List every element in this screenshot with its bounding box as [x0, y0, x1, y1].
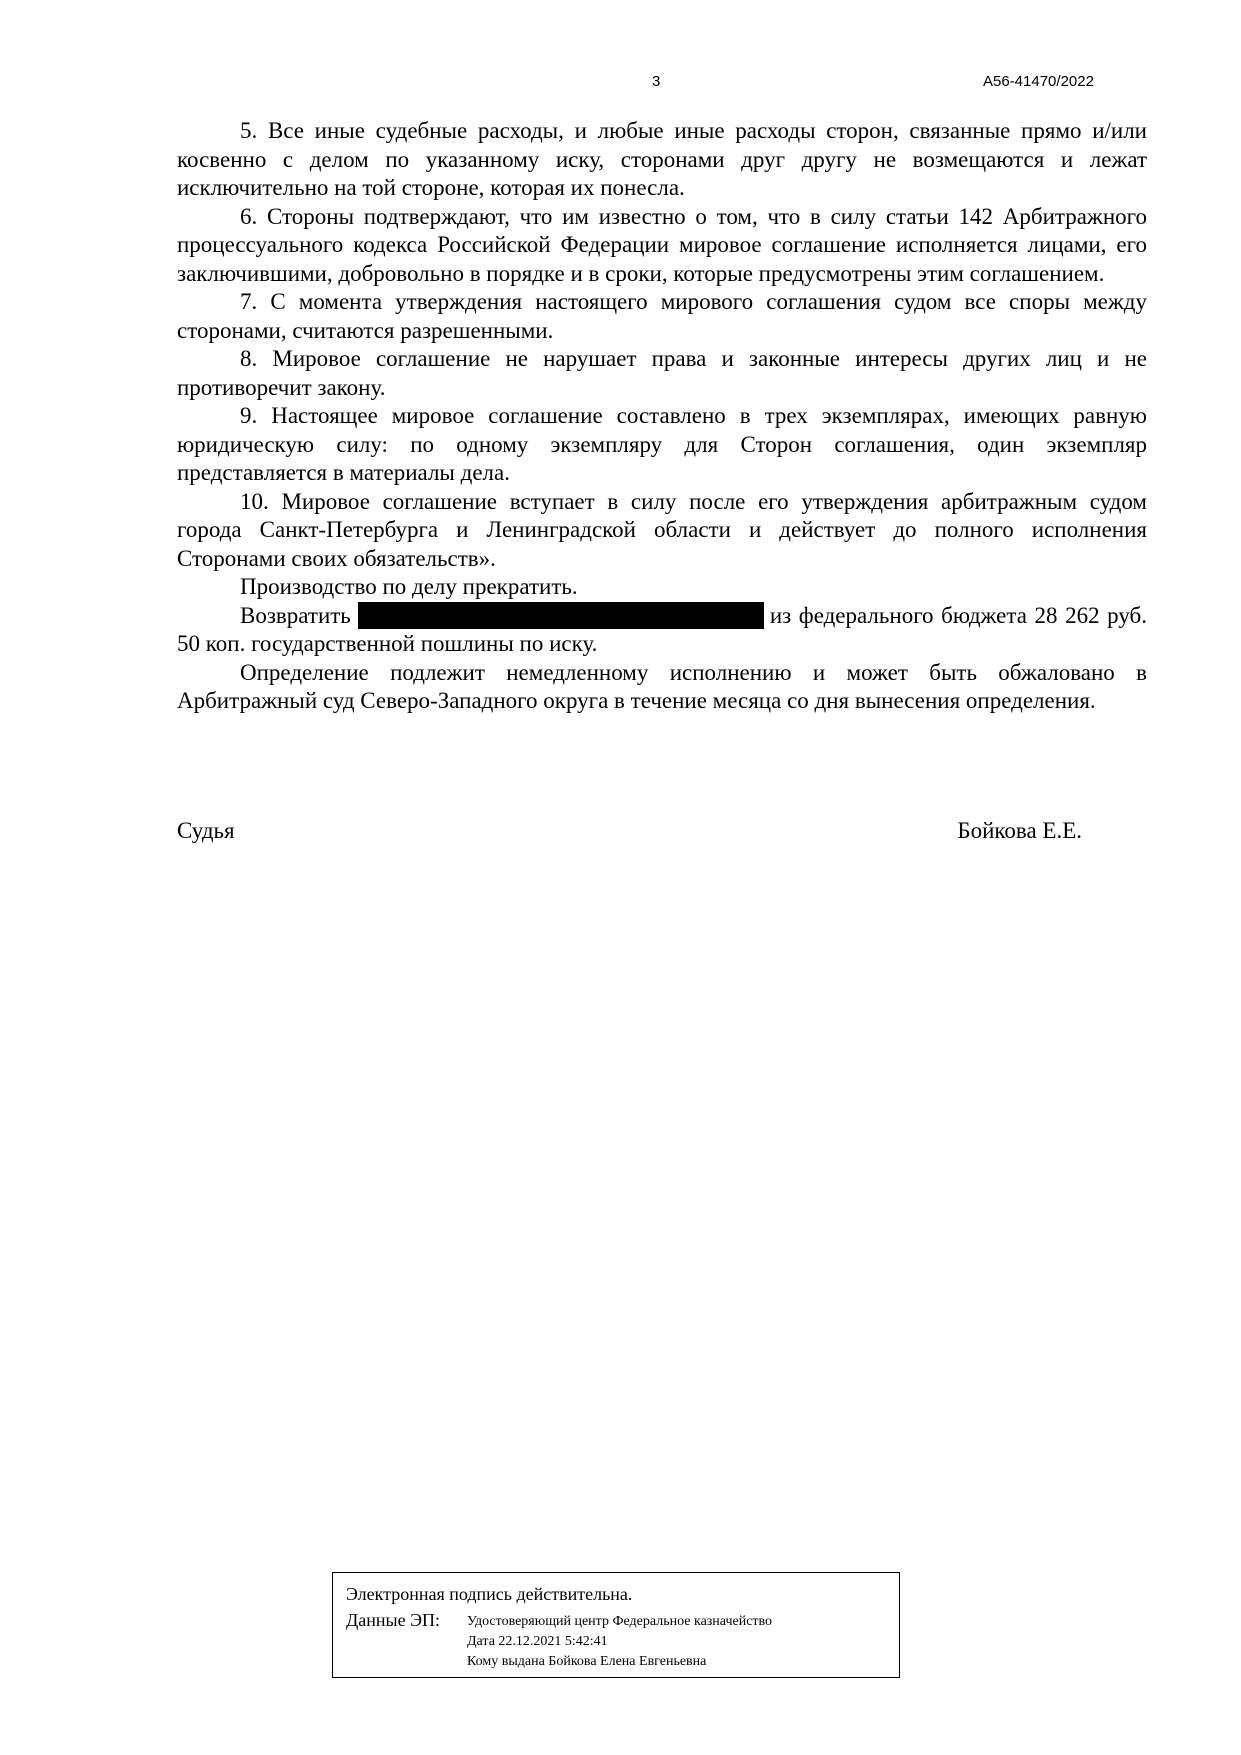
judge-name: Бойкова Е.Е.: [957, 818, 1082, 843]
paragraph-8: 8. Мировое соглашение не нарушает права и законные интересы других лиц и не противоречит закону.: [177, 346, 1147, 400]
document-body: [177, 117, 1147, 716]
e-signature-stamp: [332, 1572, 900, 1678]
appeal-paragraph: Определение подлежит немедленному исполнению и может быть обжаловано в Арбитражный суд Северо-Западного округа в течение месяца со дня вынесения определения.: [177, 659, 1147, 713]
case-number: А56-41470/2022: [983, 73, 1094, 90]
judge-role: Судья: [177, 818, 235, 843]
page-number: 3: [652, 73, 661, 90]
signature-row: [177, 817, 1082, 845]
paragraph-9: 9. Настоящее мировое соглашение составлено в трех экземплярах, имеющих равную юридическую силу: по одному экземпляру для Сторон соглашения, один экземпляр представляется в материалы дела.: [177, 403, 1147, 485]
paragraph-7: 7. С момента утверждения настоящего мирового соглашения судом все споры между сторонами, считаются разрешенными.: [177, 289, 1147, 343]
e-signature-date: Дата 22.12.2021 5:42:41: [467, 1634, 608, 1649]
return-paragraph: [177, 602, 1147, 659]
e-signature-details: [467, 1612, 772, 1672]
e-signature-title: Электронная подпись действительна.: [346, 1584, 633, 1604]
e-signature-data-label: Данные ЭП:: [346, 1610, 440, 1630]
e-signature-issued-to: Кому выдана Бойкова Елена Евгеньевна: [467, 1654, 707, 1669]
e-signature-issuer: Удостоверяющий центр Федеральное казначейство: [467, 1614, 773, 1629]
paragraph-6: 6. Стороны подтверждают, что им известно о том, что в силу статьи 142 Арбитражного процессуального кодекса Российской Федерации мировое соглашение исполняется лицами, его заключившими, добровольно в порядке и в сроки, которые предусмотрены этим соглашением.: [177, 203, 1147, 286]
paragraph-10: 10. Мировое соглашение вступает в силу после его утверждения арбитражным судом города Санкт-Петербурга и Ленинградской области и действует до полного исполнения Сторонами своих обязательств».: [177, 488, 1147, 571]
redaction-block: [358, 602, 764, 629]
paragraph-5: 5. Все иные судебные расходы, и любые иные расходы сторон, связанные прямо и/или косвенно с делом по указанному иску, сторонами друг другу не возмещаются и лежат исключительно на той стороне, которая их понесла.: [177, 118, 1147, 200]
return-text-after: из федерального бюджета 28 262 руб. 50 коп. государственной пошлины по иску.: [177, 602, 1147, 656]
return-text-before: Возвратить: [240, 602, 351, 628]
termination-paragraph: Производство по делу прекратить.: [240, 574, 578, 599]
